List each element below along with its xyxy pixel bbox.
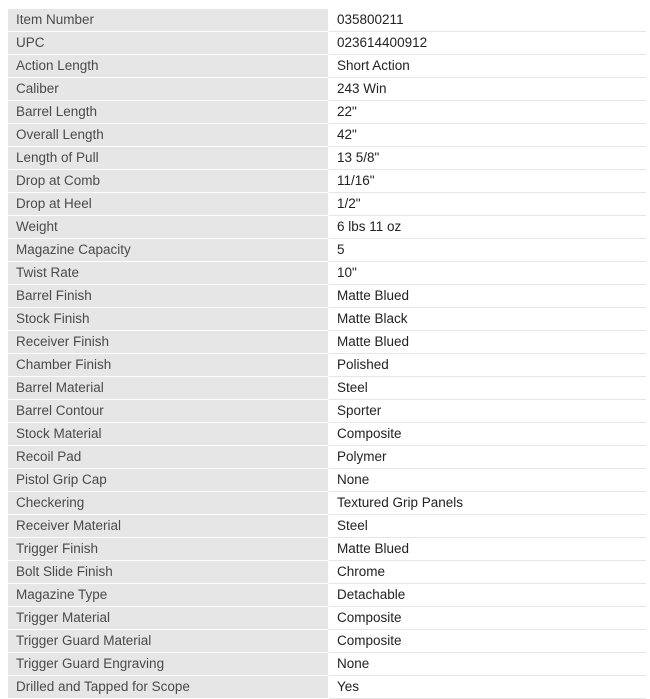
spec-label: Barrel Contour (8, 400, 329, 423)
spec-label: Drop at Heel (8, 193, 329, 216)
spec-label: Stock Material (8, 423, 329, 446)
spec-row (8, 308, 646, 331)
spec-value: 42" (329, 124, 647, 147)
spec-label: Length of Pull (8, 147, 329, 170)
spec-value: Matte Blued (329, 331, 647, 354)
spec-row (8, 32, 646, 55)
spec-value: Matte Black (329, 308, 647, 331)
spec-row (8, 9, 646, 32)
spec-row (8, 676, 646, 699)
spec-label: Drop at Comb (8, 170, 329, 193)
spec-row (8, 147, 646, 170)
spec-value: 6 lbs 11 oz (329, 216, 647, 239)
spec-row (8, 193, 646, 216)
spec-value: Detachable (329, 584, 647, 607)
spec-label: Drilled and Tapped for Scope (8, 676, 329, 699)
spec-label: Barrel Length (8, 101, 329, 124)
spec-value: None (329, 469, 647, 492)
spec-row (8, 170, 646, 193)
spec-value: Composite (329, 423, 647, 446)
spec-value: Yes (329, 676, 647, 699)
spec-value: Matte Blued (329, 285, 647, 308)
spec-row (8, 55, 646, 78)
spec-value: 035800211 (329, 9, 647, 32)
spec-label: Trigger Finish (8, 538, 329, 561)
spec-value: Composite (329, 630, 647, 653)
spec-row (8, 262, 646, 285)
spec-row (8, 630, 646, 653)
spec-label: Stock Finish (8, 308, 329, 331)
spec-label: Overall Length (8, 124, 329, 147)
spec-value: 13 5/8" (329, 147, 647, 170)
spec-label: Pistol Grip Cap (8, 469, 329, 492)
spec-row (8, 285, 646, 308)
spec-label: Recoil Pad (8, 446, 329, 469)
spec-label: Item Number (8, 9, 329, 32)
spec-row (8, 561, 646, 584)
spec-row (8, 607, 646, 630)
spec-value: Short Action (329, 55, 647, 78)
spec-value: 5 (329, 239, 647, 262)
spec-row (8, 124, 646, 147)
spec-label: Weight (8, 216, 329, 239)
spec-label: Bolt Slide Finish (8, 561, 329, 584)
spec-row (8, 101, 646, 124)
spec-row (8, 423, 646, 446)
specifications-table (8, 9, 646, 699)
spec-value: 10" (329, 262, 647, 285)
spec-value: Polished (329, 354, 647, 377)
spec-label: Barrel Material (8, 377, 329, 400)
spec-label: Receiver Material (8, 515, 329, 538)
spec-label: Receiver Finish (8, 331, 329, 354)
spec-row (8, 653, 646, 676)
spec-value: 023614400912 (329, 32, 647, 55)
spec-label: Magazine Type (8, 584, 329, 607)
spec-label: Action Length (8, 55, 329, 78)
spec-row (8, 584, 646, 607)
spec-row (8, 239, 646, 262)
spec-value: Composite (329, 607, 647, 630)
spec-value: Matte Blued (329, 538, 647, 561)
spec-value: 1/2" (329, 193, 647, 216)
spec-value: 22" (329, 101, 647, 124)
spec-value: None (329, 653, 647, 676)
spec-label: UPC (8, 32, 329, 55)
spec-label: Trigger Guard Material (8, 630, 329, 653)
spec-value: 243 Win (329, 78, 647, 101)
spec-label: Twist Rate (8, 262, 329, 285)
spec-label: Trigger Material (8, 607, 329, 630)
specifications-table-body (8, 9, 646, 699)
spec-label: Trigger Guard Engraving (8, 653, 329, 676)
spec-row (8, 78, 646, 101)
spec-label: Barrel Finish (8, 285, 329, 308)
spec-row (8, 216, 646, 239)
spec-row (8, 354, 646, 377)
spec-value: Sporter (329, 400, 647, 423)
spec-row (8, 492, 646, 515)
spec-value: Steel (329, 515, 647, 538)
spec-row (8, 515, 646, 538)
spec-row (8, 331, 646, 354)
spec-value: Polymer (329, 446, 647, 469)
spec-label: Chamber Finish (8, 354, 329, 377)
spec-row (8, 400, 646, 423)
spec-label: Caliber (8, 78, 329, 101)
spec-row (8, 446, 646, 469)
spec-row (8, 377, 646, 400)
spec-value: Steel (329, 377, 647, 400)
spec-label: Magazine Capacity (8, 239, 329, 262)
spec-value: Chrome (329, 561, 647, 584)
spec-label: Checkering (8, 492, 329, 515)
spec-value: Textured Grip Panels (329, 492, 647, 515)
spec-row (8, 469, 646, 492)
spec-row (8, 538, 646, 561)
spec-value: 11/16" (329, 170, 647, 193)
